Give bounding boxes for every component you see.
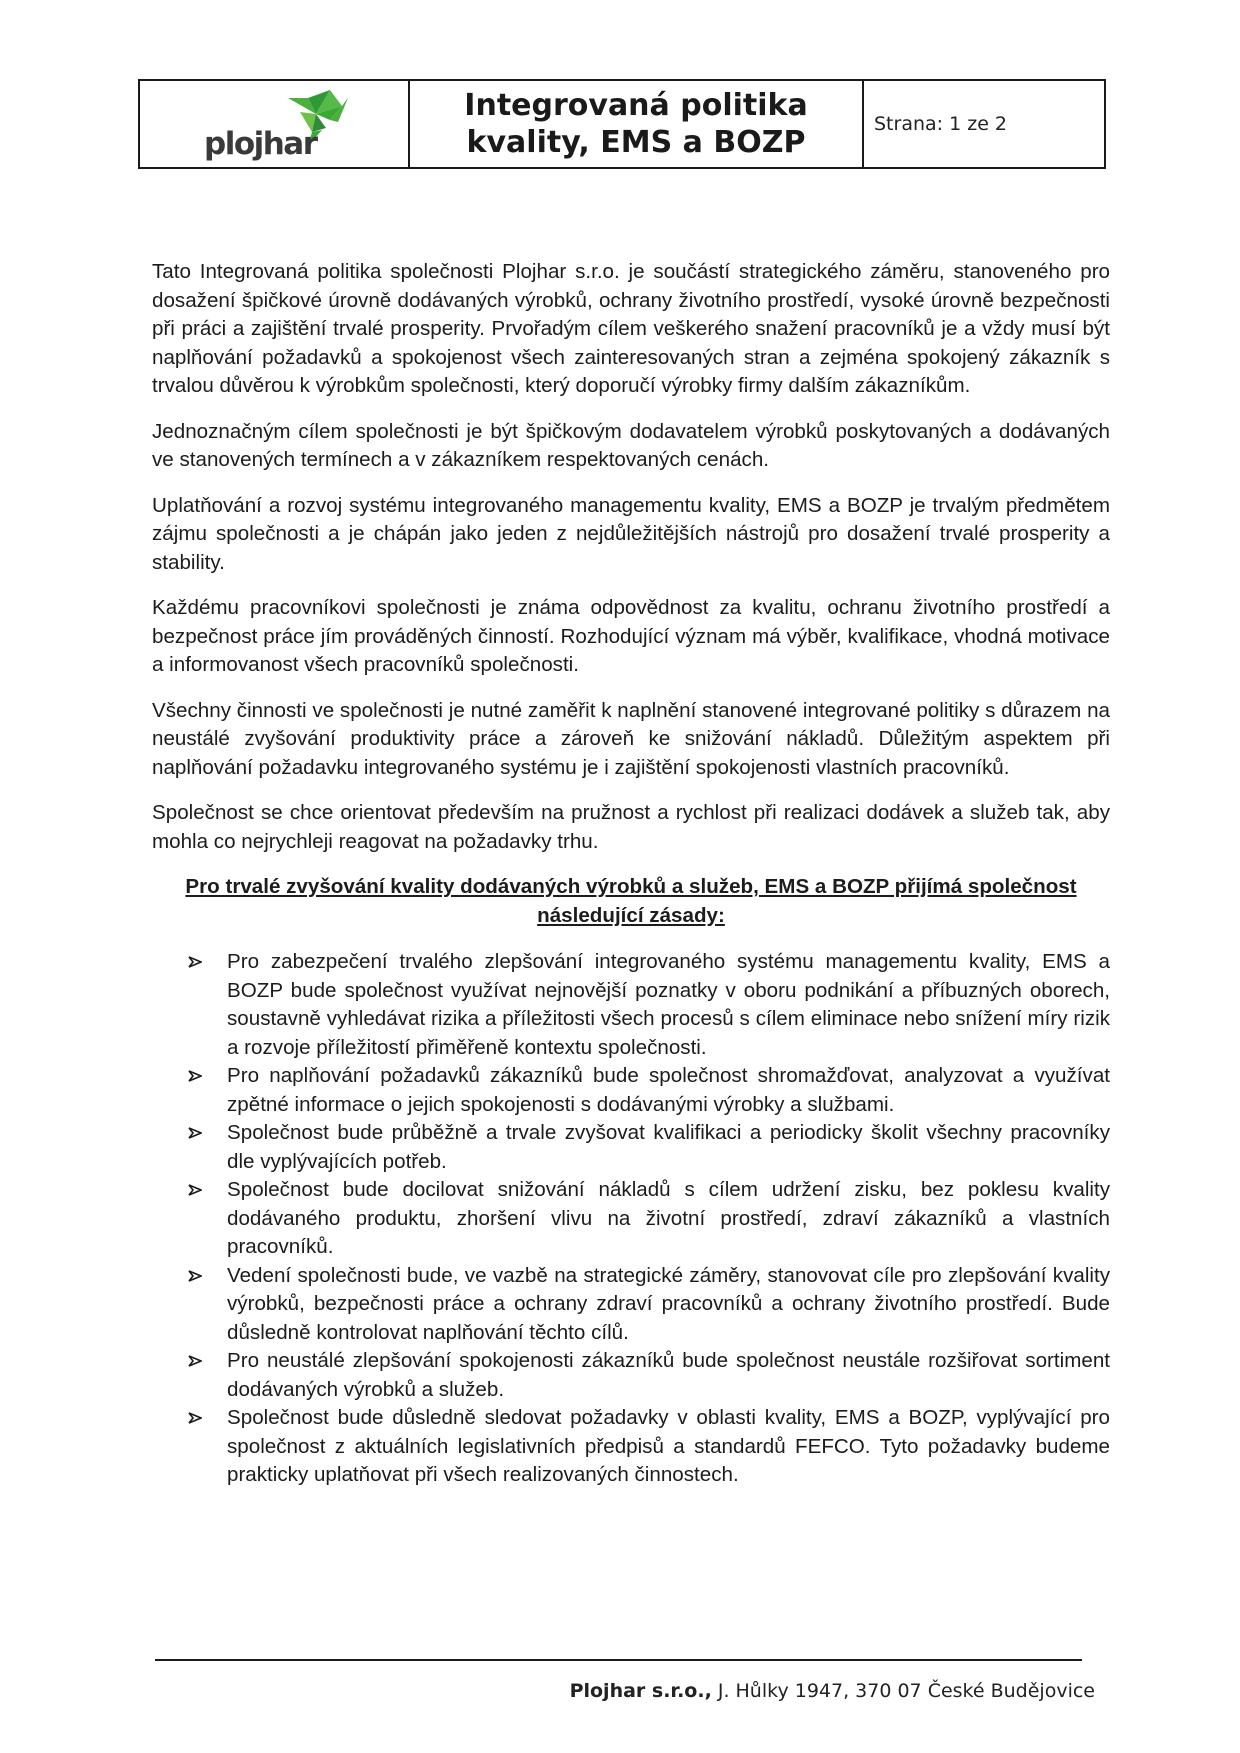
list-item bbox=[152, 1119, 1110, 1176]
document-title bbox=[410, 81, 864, 167]
document-body bbox=[152, 258, 1110, 1490]
list-item bbox=[152, 1062, 1110, 1119]
footer-address: J. Hůlky 1947, 370 07 České Budějovice bbox=[711, 1680, 1095, 1702]
list-item-text: Pro zabezpečení trvalého zlepšování integrovaného systému managementu kvality, EMS a BOZP bude společnost využívat nejnovější poznatky v oboru podnikání a příbuzných oborech, soustavně vyhledávat rizika a příležitosti všech procesů s cílem eliminace nebo snížení míry rizik a rozvoje příležitostí přiměřeně kontextu společnosti. bbox=[227, 950, 1110, 1059]
principles-heading: Pro trvalé zvyšování kvality dodávaných výrobků a služeb, EMS a BOZP přijímá společnost následující zásady: bbox=[185, 875, 1077, 927]
arrow-bullet-icon bbox=[188, 1070, 202, 1082]
principles-list bbox=[152, 948, 1110, 1490]
list-item-text: Vedení společnosti bude, ve vazbě na strategické záměry, stanovovat cíle pro zlepšování kvality výrobků, bezpečnosti práce a ochrany zdraví pracovníků a ochrany životního prostředí. Bude důsledně kontrolovat naplňování těchto cílů. bbox=[227, 1263, 1110, 1344]
paragraph: Jednoznačným cílem společnosti je být špičkovým dodavatelem výrobků poskytovaných a dodávaných ve stanovených termínech a v zákazníkem respektovaných cenách. bbox=[152, 419, 1110, 471]
arrow-bullet-icon bbox=[188, 1184, 202, 1196]
logo-cell bbox=[140, 81, 410, 167]
footer-company: Plojhar s.r.o., bbox=[569, 1680, 712, 1702]
list-item-text: Společnost bude důsledně sledovat požadavky v oblasti kvality, EMS a BOZP, vyplývající pro společnost z aktuálních legislativních předpisů a standardů FEFCO. Tyto požadavky budeme prakticky uplatňovat při všech realizovaných činnostech. bbox=[227, 1406, 1110, 1486]
list-item-text: Společnost bude docilovat snižování nákladů s cílem udržení zisku, bez poklesu kvality dodávaného produktu, zhoršení vlivu na životní prostředí, zdraví zákazníků a vlastních pracovníků. bbox=[227, 1178, 1110, 1258]
title-line-2: kvality, EMS a BOZP bbox=[466, 125, 806, 160]
list-item-text: Společnost bude průběžně a trvale zvyšovat kvalifikaci a periodicky školit všechny pracovníky dle vyplývajících potřeb. bbox=[227, 1121, 1110, 1173]
company-logo: plojhar bbox=[204, 126, 317, 162]
list-item bbox=[152, 1404, 1110, 1490]
arrow-bullet-icon bbox=[188, 1412, 202, 1424]
list-item-text: Pro neustálé zlepšování spokojenosti zákazníků bude společnost neustále rozšiřovat sortiment dodávaných výrobků a služeb. bbox=[227, 1349, 1110, 1401]
document-header bbox=[138, 79, 1106, 169]
arrow-bullet-icon bbox=[188, 1270, 202, 1282]
arrow-bullet-icon bbox=[188, 1127, 202, 1139]
list-item bbox=[152, 1176, 1110, 1262]
list-item bbox=[152, 1262, 1110, 1348]
page-number: Strana: 1 ze 2 bbox=[874, 113, 1008, 135]
list-item-text: Pro naplňování požadavků zákazníků bude společnost shromažďovat, analyzovat a využívat zpětné informace o jejich spokojenosti s dodávanými výrobky a službami. bbox=[227, 1064, 1110, 1116]
paragraph: Každému pracovníkovi společnosti je známa odpovědnost za kvalitu, ochranu životního prostředí a bezpečnost práce jím prováděných činností. Rozhodující význam má výběr, kvalifikace, vhodná motivace a informovanost všech pracovníků společnosti. bbox=[152, 596, 1110, 676]
paragraph: Společnost se chce orientovat především na pružnost a rychlost při realizaci dodávek a služeb tak, aby mohla co nejrychleji reagovat na požadavky trhu. bbox=[152, 801, 1110, 853]
paragraph: Všechny činnosti ve společnosti je nutné zaměřit k naplnění stanovené integrované politiky s důrazem na neustálé zvyšování produktivity práce a zároveň ke snižování nákladů. Důležitým aspektem při naplňování požadavku integrovaného systému je i zajištění spokojenosti vlastních pracovníků. bbox=[152, 698, 1110, 779]
paragraph: Tato Integrovaná politika společnosti Plojhar s.r.o. je součástí strategického záměru, stanoveného pro dosažení špičkové úrovně dodávaných výrobků, ochrany životního prostředí, vysoké úrovně bezpečnosti při práci a zajištění trvalé prosperity. Prvořadým cílem veškerého snažení pracovníků je a vždy musí být naplňování požadavků a spokojenost všech zainteresovaných stran a zejména spokojený zákazník s trvalou důvěrou k výrobkům společnosti, který doporučí výrobky firmy dalším zákazníkům. bbox=[152, 260, 1110, 397]
list-item bbox=[152, 1347, 1110, 1404]
footer bbox=[570, 1680, 1095, 1702]
title-line-1: Integrovaná politika bbox=[464, 88, 808, 123]
page-number-cell bbox=[864, 81, 1104, 167]
arrow-bullet-icon bbox=[188, 956, 202, 968]
arrow-bullet-icon bbox=[188, 1355, 202, 1367]
footer-divider bbox=[155, 1659, 1082, 1661]
list-item bbox=[152, 948, 1110, 1062]
paragraph: Uplatňování a rozvoj systému integrovaného managementu kvality, EMS a BOZP je trvalým předmětem zájmu společnosti a je chápán jako jeden z nejdůležitějších nástrojů pro dosažení trvalé prosperity a stability. bbox=[152, 493, 1110, 574]
